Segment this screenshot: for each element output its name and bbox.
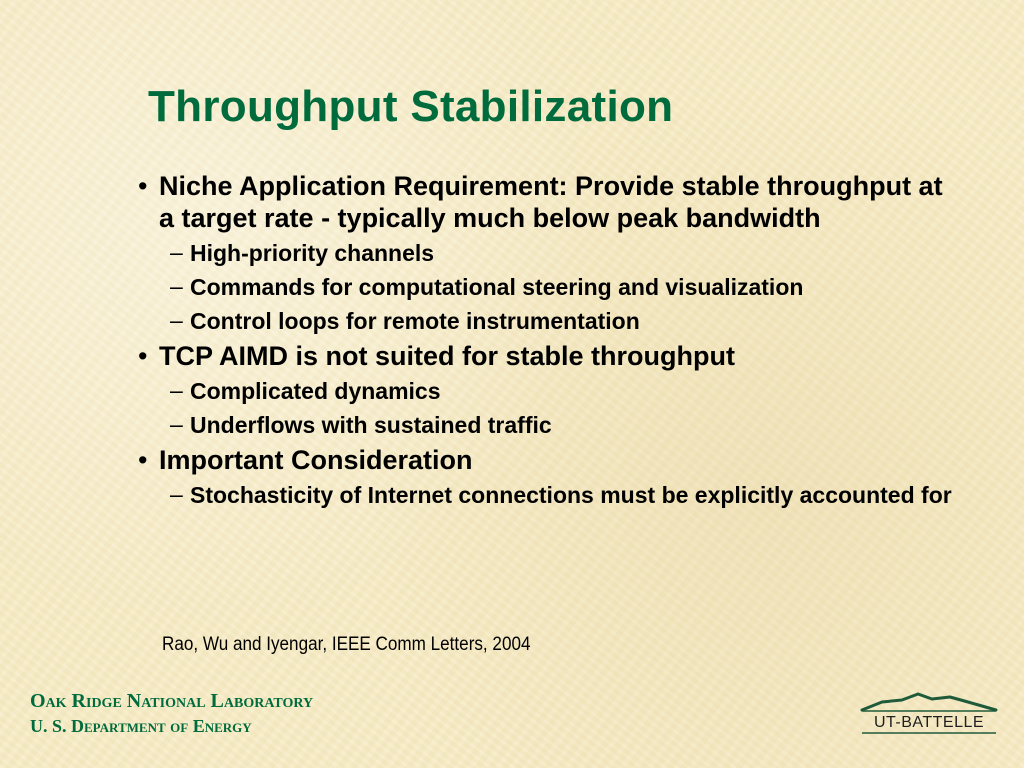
org-name: Oak Ridge National Laboratory <box>30 690 314 712</box>
dash-icon: – <box>170 273 183 299</box>
bullet-dot-icon: • <box>138 341 148 371</box>
bullet-text: TCP AIMD is not suited for stable throughput <box>159 341 735 371</box>
sub-bullet-text: Underflows with sustained traffic <box>190 412 552 438</box>
dash-icon: – <box>170 377 183 403</box>
sub-bullet-text: High-priority channels <box>190 240 435 266</box>
sub-bullet-item <box>138 377 958 406</box>
bullet-text: Important Consideration <box>159 445 473 475</box>
dash-icon: – <box>170 481 183 507</box>
dash-icon: – <box>170 411 183 437</box>
dash-icon: – <box>170 239 183 265</box>
sub-bullet-text: Control loops for remote instrumentation <box>190 308 640 334</box>
sub-bullet-item <box>138 239 958 268</box>
logo-text: UT-BATTELLE <box>873 714 985 731</box>
sub-bullet-item <box>138 481 958 510</box>
mountain-logo-icon <box>862 694 996 710</box>
bullet-item <box>138 170 958 234</box>
sub-bullet-item <box>138 307 958 336</box>
slide-title: Throughput Stabilization <box>148 82 674 131</box>
sub-bullet-item <box>138 273 958 302</box>
bullet-list <box>138 166 958 510</box>
sub-bullet-text: Stochasticity of Internet connections must be explicitly accounted for <box>190 482 952 508</box>
citation: Rao, Wu and Iyengar, IEEE Comm Letters, 2004 <box>162 634 531 655</box>
sub-bullet-text: Commands for computational steering and visualization <box>190 274 804 300</box>
bullet-item <box>138 444 958 476</box>
ut-battelle-logo <box>858 690 1000 738</box>
sub-bullet-text: Complicated dynamics <box>190 378 441 404</box>
org-department: U. S. Department of Energy <box>30 716 252 736</box>
bullet-dot-icon: • <box>138 171 148 201</box>
bullet-text: Niche Application Requirement: Provide stable throughput at a target rate - typically much below peak bandwidth <box>159 171 943 233</box>
bullet-item <box>138 340 958 372</box>
sub-bullet-item <box>138 411 958 440</box>
bullet-dot-icon: • <box>138 445 148 475</box>
dash-icon: – <box>170 307 183 333</box>
